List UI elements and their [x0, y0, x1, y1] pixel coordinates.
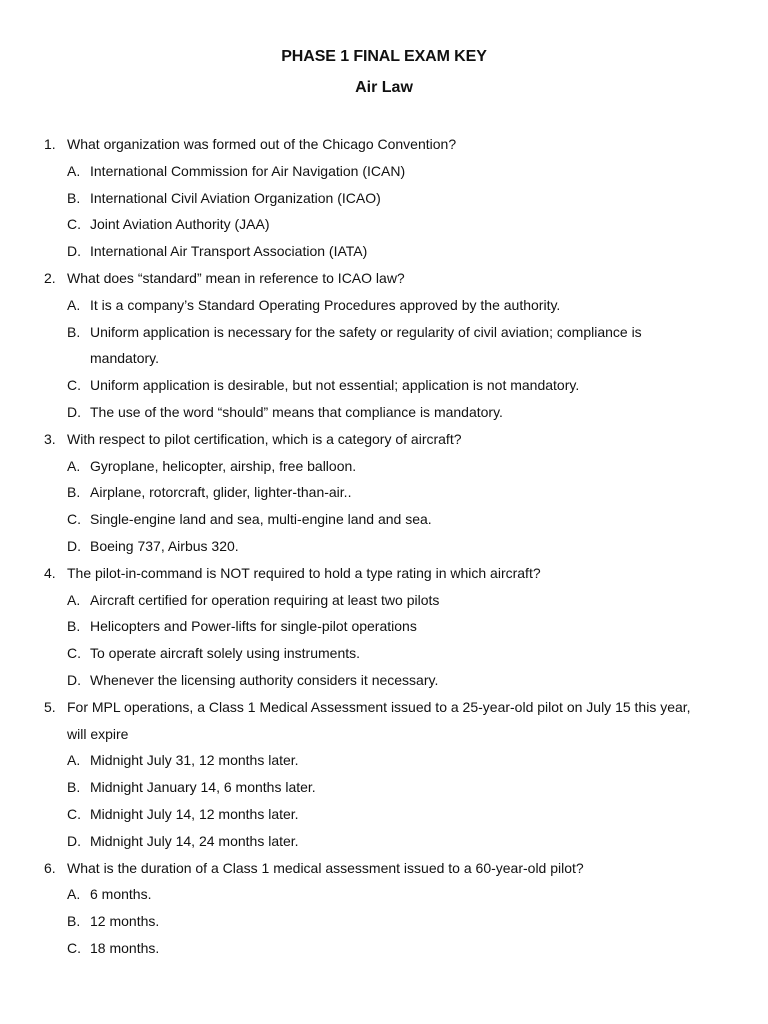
- choice-letter: D.: [67, 403, 81, 420]
- choice-3a: [0, 453, 768, 480]
- choice-letter: D.: [67, 832, 81, 849]
- choice-letter: B.: [67, 779, 81, 796]
- choice-letter: C.: [67, 645, 81, 662]
- question-6: [0, 855, 768, 882]
- choice-5c: [0, 801, 768, 828]
- choice-4a: [0, 587, 768, 614]
- choice-text: 12 months.: [90, 913, 160, 930]
- question-4: [0, 560, 768, 587]
- choice-text: Helicopters and Power-lifts for single-pilot operations: [90, 618, 417, 635]
- choice-text: Boeing 737, Airbus 320.: [90, 537, 239, 554]
- choice-text: The use of the word “should” means that compliance is mandatory.: [90, 403, 503, 420]
- choice-5a: [0, 747, 768, 774]
- choice-2b: [0, 319, 768, 373]
- choice-2c: [0, 372, 768, 399]
- choice-3b: [0, 479, 768, 506]
- question-text: With respect to pilot certification, which is a category of aircraft?: [67, 430, 462, 447]
- choice-text: Midnight January 14, 6 months later.: [90, 779, 316, 796]
- choice-5d: [0, 828, 768, 855]
- choice-text: International Commission for Air Navigation (ICAN): [90, 162, 406, 179]
- choice-text: International Air Transport Association (IATA): [90, 243, 368, 260]
- choice-letter: B.: [67, 618, 81, 635]
- choice-text: To operate aircraft solely using instruments.: [90, 645, 361, 662]
- question-5: [0, 694, 768, 748]
- question-text: What is the duration of a Class 1 medical assessment issued to a 60-year-old pilot?: [67, 859, 584, 876]
- question-1: [0, 131, 768, 158]
- choice-3c: [0, 506, 768, 533]
- question-number: 2.: [44, 269, 56, 286]
- choice-1b: [0, 185, 768, 212]
- choice-2d: [0, 399, 768, 426]
- choice-letter: D.: [67, 537, 81, 554]
- question-2: [0, 265, 768, 292]
- choice-letter: A.: [67, 752, 81, 769]
- question-number: 6.: [44, 859, 56, 876]
- question-3: [0, 426, 768, 453]
- choice-text: Aircraft certified for operation requiring at least two pilots: [90, 591, 440, 608]
- choice-6a: [0, 881, 768, 908]
- choice-5b: [0, 774, 768, 801]
- question-number: 1.: [44, 136, 56, 152]
- question-list: [0, 131, 768, 962]
- question-text: For MPL operations, a Class 1 Medical Assessment issued to a 25-year-old pilot on July 15 this year, will expire: [67, 698, 691, 742]
- choice-2a: [0, 292, 768, 319]
- choice-letter: C.: [67, 805, 81, 822]
- choice-text: Single-engine land and sea, multi-engine land and sea.: [90, 511, 432, 528]
- choice-letter: C.: [67, 939, 81, 956]
- choice-text: International Civil Aviation Organization (ICAO): [90, 189, 381, 206]
- choice-letter: A.: [67, 457, 81, 474]
- choice-letter: D.: [67, 243, 81, 260]
- choice-4b: [0, 613, 768, 640]
- choice-letter: C.: [67, 511, 81, 528]
- choice-1a: [0, 158, 768, 185]
- choice-text: Whenever the licensing authority considers it necessary.: [90, 671, 439, 688]
- choice-text: Midnight July 14, 24 months later.: [90, 832, 299, 849]
- choice-text: Gyroplane, helicopter, airship, free balloon.: [90, 457, 357, 474]
- choice-text: Midnight July 14, 12 months later.: [90, 805, 299, 822]
- choice-letter: A.: [67, 296, 81, 313]
- choice-text: It is a company’s Standard Operating Procedures approved by the authority.: [90, 296, 561, 313]
- choice-letter: B.: [67, 189, 81, 206]
- choice-3d: [0, 533, 768, 560]
- choice-letter: B.: [67, 484, 81, 501]
- choice-letter: D.: [67, 671, 81, 688]
- choice-letter: C.: [67, 216, 81, 233]
- question-number: 3.: [44, 430, 56, 447]
- choice-letter: A.: [67, 886, 81, 903]
- choice-text: Uniform application is necessary for the safety or regularity of civil aviation; compliance is mandatory.: [90, 323, 642, 367]
- choice-6c: [0, 935, 768, 962]
- question-text: What organization was formed out of the Chicago Convention?: [67, 136, 457, 152]
- question-number: 5.: [44, 698, 56, 715]
- choice-text: 6 months.: [90, 886, 152, 903]
- choice-6b: [0, 908, 768, 935]
- choice-text: Joint Aviation Authority (JAA): [90, 216, 270, 233]
- choice-text: 18 months.: [90, 939, 160, 956]
- choice-text: Midnight July 31, 12 months later.: [90, 752, 299, 769]
- choice-text: Airplane, rotorcraft, glider, lighter-than-air..: [90, 484, 352, 501]
- question-text: The pilot-in-command is NOT required to hold a type rating in which aircraft?: [67, 564, 541, 581]
- choice-letter: A.: [67, 591, 81, 608]
- choice-text: Uniform application is desirable, but not essential; application is not mandatory.: [90, 377, 580, 394]
- choice-1c: [0, 211, 768, 238]
- question-number: 4.: [44, 564, 56, 581]
- choice-letter: B.: [67, 323, 81, 340]
- question-text: What does “standard” mean in reference to ICAO law?: [67, 269, 405, 286]
- page-subtitle: Air Law: [355, 79, 413, 96]
- choice-1d: [0, 238, 768, 265]
- page-title: PHASE 1 FINAL EXAM KEY: [281, 48, 487, 65]
- choice-letter: A.: [67, 162, 81, 179]
- choice-4c: [0, 640, 768, 667]
- choice-letter: B.: [67, 913, 81, 930]
- choice-letter: C.: [67, 377, 81, 394]
- choice-4d: [0, 667, 768, 694]
